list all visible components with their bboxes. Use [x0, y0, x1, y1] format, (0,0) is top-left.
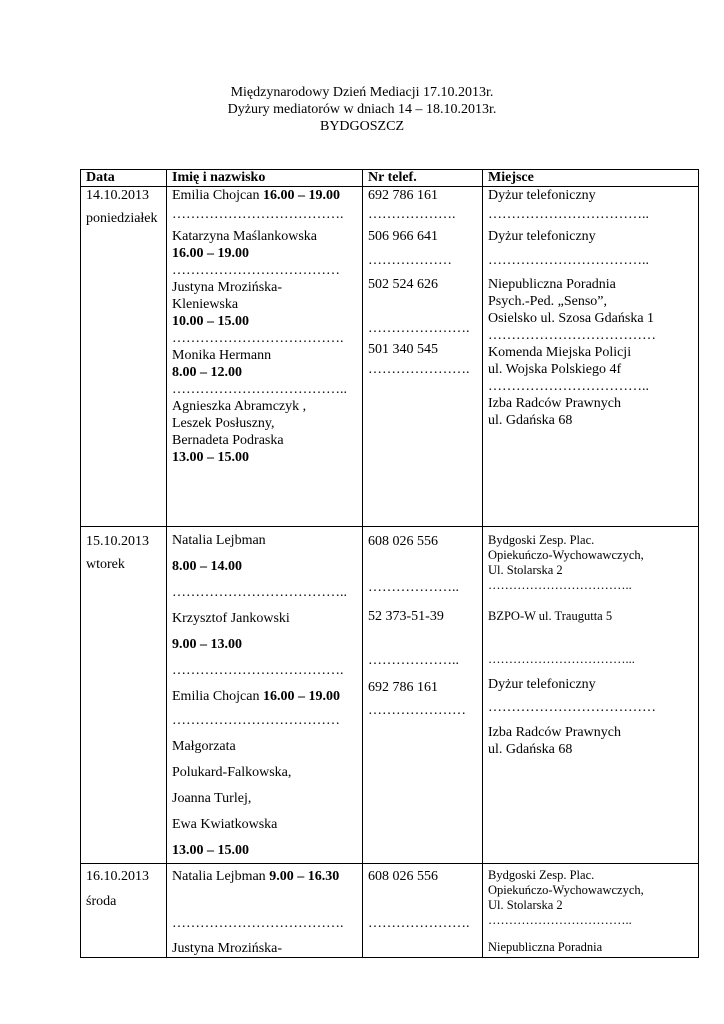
separator-dots: ……………………………..: [488, 253, 649, 268]
separator-dots: ……………………………….: [172, 207, 344, 222]
separator-dots: ……………………………...: [488, 652, 635, 666]
separator-dots: ………………………………: [488, 328, 656, 343]
mediator-name: Ewa Kwiatkowska: [172, 817, 278, 832]
mediator-name: Justyna Mrozińska-: [172, 280, 283, 295]
place-name: Niepubliczna Poradnia: [488, 277, 616, 292]
name-cell: [167, 864, 363, 958]
phone-number: 501 340 545: [368, 342, 438, 357]
separator-dots: ……………….: [368, 207, 456, 222]
mediator-entry: [172, 685, 357, 709]
separator-dots: ……………………………….: [172, 916, 344, 931]
duty-hours: 16.00 – 19.00: [262, 188, 340, 203]
separator-dots: ……………………………….: [172, 663, 344, 678]
place-name: Bydgoski Zesp. Plac.: [488, 868, 595, 882]
mediator-name: Emilia Chojcan: [172, 188, 263, 203]
mediator-name: Justyna Mrozińska-: [172, 941, 283, 956]
mediator-entry: [172, 187, 357, 204]
table-header-row: [81, 170, 699, 187]
mediator-name-cont: Polukard-Falkowska,: [172, 765, 292, 780]
separator-dots: ……………………………..: [488, 207, 649, 222]
separator-dots: ……………………………….: [172, 331, 344, 346]
date: 16.10.2013: [86, 869, 149, 884]
mediator-name: Emilia Chojcan: [172, 689, 263, 704]
separator-dots: ………………………………..: [172, 585, 347, 600]
heading-title: Międzynarodowy Dzień Mediacji 17.10.2013r.: [230, 85, 494, 100]
separator-dots: ………………….: [368, 321, 470, 336]
duty-hours: 13.00 – 15.00: [172, 450, 249, 465]
separator-dots: ……………………………..: [488, 379, 649, 394]
heading-subtitle: Dyżury mediatorów w dniach 14 – 18.10.2013r.: [227, 102, 497, 117]
mediator-name: Małgorzata: [172, 739, 236, 754]
column-header-phone: Nr telef.: [363, 170, 483, 187]
place-name: Dyżur telefoniczny: [488, 677, 596, 692]
place-name: Bydgoski Zesp. Plac.: [488, 533, 595, 547]
mediator-name: Leszek Posłuszny,: [172, 416, 275, 431]
phone-number: 502 524 626: [368, 277, 438, 292]
mediator-name: Joanna Turlej,: [172, 791, 252, 806]
date: 15.10.2013: [86, 534, 149, 549]
duty-hours: 10.00 – 15.00: [172, 314, 249, 329]
date-cell: [81, 527, 167, 864]
phone-number: 692 786 161: [368, 188, 438, 203]
duty-hours: 9.00 – 13.00: [172, 637, 242, 652]
separator-dots: ………………..: [368, 580, 459, 595]
place-name-cont: Opiekuńczo-Wychowawczych,: [488, 883, 644, 897]
separator-dots: ………………….: [368, 362, 470, 377]
place-name: Dyżur telefoniczny: [488, 188, 596, 203]
date: 14.10.2013: [86, 188, 149, 203]
separator-dots: …………………: [368, 703, 466, 718]
place-cell: [483, 527, 699, 864]
mediator-name: Bernadeta Podraska: [172, 433, 284, 448]
weekday: wtorek: [86, 557, 125, 572]
place-address: Osielsko ul. Szosa Gdańska 1: [488, 311, 655, 326]
phone-number: 506 966 641: [368, 229, 438, 244]
place-name-cont: Opiekuńczo-Wychowawczych,: [488, 548, 644, 562]
place-cell: [483, 864, 699, 958]
column-header-place: Miejsce: [483, 170, 699, 187]
date-cell: [81, 864, 167, 958]
separator-dots: ……………………………..: [488, 578, 632, 592]
place-address: Ul. Stolarska 2: [488, 563, 563, 577]
mediator-name: Natalia Lejbman: [172, 533, 266, 548]
name-cell: [167, 527, 363, 864]
separator-dots: ………………………………: [172, 713, 340, 728]
heading-city: BYDGOSZCZ: [319, 119, 404, 134]
separator-dots: ………………………………: [172, 263, 340, 278]
weekday: środa: [86, 894, 117, 909]
place-address: ul. Gdańska 68: [488, 413, 573, 428]
weekday: poniedziałek: [86, 211, 158, 226]
table-row: [81, 527, 699, 864]
phone-number: 52 373-51-39: [368, 609, 444, 624]
phone-cell: [363, 187, 483, 527]
separator-dots: ………………….: [368, 916, 470, 931]
phone-number: 608 026 556: [368, 869, 438, 884]
mediator-name-cont: Kleniewska: [172, 297, 239, 312]
document-heading: [0, 84, 724, 135]
place-name: Dyżur telefoniczny: [488, 229, 596, 244]
separator-dots: ………………………………..: [172, 382, 347, 397]
phone-cell: [363, 527, 483, 864]
phone-cell: [363, 864, 483, 958]
column-header-name: Imię i nazwisko: [167, 170, 363, 187]
place-name: Izba Radców Prawnych: [488, 725, 621, 740]
mediator-name: Katarzyna Maślankowska: [172, 229, 318, 244]
duty-hours: 16.00 – 19.00: [172, 246, 249, 261]
date-cell: [81, 187, 167, 527]
place-address: Ul. Stolarska 2: [488, 898, 563, 912]
place-name: Izba Radców Prawnych: [488, 396, 621, 411]
separator-dots: ……………………………..: [488, 913, 632, 927]
phone-number: 608 026 556: [368, 534, 438, 549]
mediator-name: Monika Hermann: [172, 348, 272, 363]
table-row: [81, 864, 699, 958]
column-header-date: Data: [81, 170, 167, 187]
name-cell: [167, 187, 363, 527]
mediator-name: Natalia Lejbman: [172, 869, 270, 884]
duty-hours: 9.00 – 16.30: [269, 869, 340, 884]
place-name: BZPO-W ul. Traugutta 5: [488, 609, 613, 623]
duty-hours: 13.00 – 15.00: [172, 843, 249, 858]
phone-number: 692 786 161: [368, 680, 438, 695]
place-detail: Psych.-Ped. „Senso”,: [488, 294, 607, 309]
duty-schedule-table: [80, 169, 699, 958]
duty-hours: 16.00 – 19.00: [262, 689, 340, 704]
place-address: ul. Gdańska 68: [488, 742, 573, 757]
place-name: Komenda Miejska Policji: [488, 345, 632, 360]
separator-dots: ………………………………: [488, 700, 656, 715]
duty-hours: 8.00 – 12.00: [172, 365, 242, 380]
place-address: ul. Wojska Polskiego 4f: [488, 362, 622, 377]
table-row: [81, 187, 699, 527]
separator-dots: ………………..: [368, 653, 459, 668]
place-cell: [483, 187, 699, 527]
separator-dots: ………………: [368, 253, 452, 268]
mediator-entry: [172, 868, 357, 885]
place-name: Niepubliczna Poradnia: [488, 940, 603, 954]
duty-hours: 8.00 – 14.00: [172, 559, 242, 574]
mediator-name: Krzysztof Jankowski: [172, 611, 290, 626]
mediator-name: Agnieszka Abramczyk ,: [172, 399, 307, 414]
